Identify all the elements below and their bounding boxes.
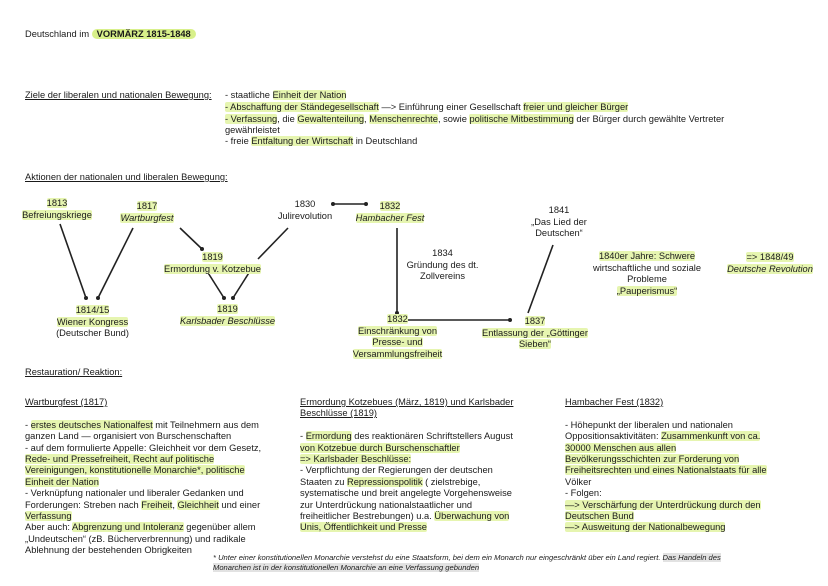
node-1840: 1840er Jahre: Schwere wirtschaftliche und soziale Probleme „Pauperismus“ [593,251,701,296]
column-wartburgfest: Wartburgfest (1817) - erstes deutsches Nationalfest mit Teilnehmern aus dem ganzen Land — organisiert von Burschenschaften - auf dem formulierte Appelle: Gleichheit vor dem Gesetz, Rede- und Pressefreiheit, Recht auf politische Vereinigungen, konstitutionelle Monarchie*, politische Einheit der Nation - Verknüpfung nationaler und liberaler Gedanken und Forderungen: Streben nach Freiheit, Gleichheit und einer Verfassung Aber auch: Abgrenzung und Intoleranz gegenüber allem „Undeutschen“ (zB. Bücherverbrennung) und radikale Ablehnung der bestehenden Obrigkeiten [25,397,262,556]
line-1817-1814 [98,228,133,298]
node-1832-einschraenkung: 1832 Einschränkung von Presse- und Versammlungsfreiheit [352,314,443,359]
dot-e [231,296,235,300]
node-1819-karlsbad: 1819 Karlsbader Beschlüsse [179,304,276,326]
footnote: * Unter einer konstitutionellen Monarchie verstehst du eine Staatsform, bei dem ein Monarch nur eingeschränkt über ein Land regiert. Das Handeln des Monarchen ist in der konstitutionellen Monarchie an eine Verfassung gebunden [213,553,721,572]
dot-a [84,296,88,300]
node-1819-kotzebue: 1819 Ermordung v. Kotzebue [164,252,261,274]
goals-heading: Ziele der liberalen und nationalen Bewegung: [25,90,212,100]
title-highlight: VORMÄRZ 1815-1848 [92,29,196,39]
page-title: Deutschland im VORMÄRZ 1815-1848 [25,29,196,41]
node-1848: => 1848/49 Deutsche Revolution [727,252,813,274]
goal-2: - Abschaffung der Ständegesellschaft —> Einführung einer Gesellschaft freier und gleicher Bürger [225,102,629,112]
goal-1: - staatliche Einheit der Nation [225,90,347,100]
line-1817-1819 [180,228,202,249]
node-1837: 1837 Entlassung der „Göttinger Sieben“ [482,316,588,350]
node-1814: 1814/15 Wiener Kongress (Deutscher Bund) [56,305,129,339]
node-1832: 1832 Hambacher Fest [355,201,425,223]
restoration-heading: Restauration/ Reaktion: [25,367,123,377]
column-kotzebue: Ermordung Kotzebues (März, 1819) und Karlsbader Beschlüsse (1819) - Ermordung des reaktionären Schriftstellers August von Kotzebue durch Burschenschaftler => Karlsbader Beschlüsse: - Verpflichtung der Regierungen der deutschen Staaten zu Repressionspolitik ( zielstrebige, systematische und breit angelegte Vorgehensweise zur Unterdrückung nationalstaatlicher und freiheitlicher Bestrebungen) u.a. Überwachung von Unis, Öffentlichkeit und Presse [300,397,514,533]
node-1834: 1834 Gründung des dt. Zollvereins [406,248,479,282]
node-1841: 1841 „Das Lied der Deutschen“ [531,205,587,239]
column-hambacher-fest: Hambacher Fest (1832) - Höhepunkt der liberalen und nationalen Oppositionsaktivitäten: Zusammenkunft von ca. 30000 Menschen aus allen Bevölkerungsschichten zur Forderung von Freiheitsrechten und eines Nationalstaats für alle Völker - Folgen: —> Verschärfung der Unterdrückung durch den Deutschen Bund —> Ausweitung der Nationalbewegung [565,397,767,533]
dot-b [96,296,100,300]
node-1817: 1817 Wartburgfest [120,201,174,223]
line-1813-1814 [60,224,86,298]
dot-c [200,247,204,251]
node-1813: 1813 Befreiungskriege [22,198,92,220]
goal-3-cont: gewährleistet [225,125,280,135]
line-1841-1837 [528,245,553,313]
node-1830: 1830 Julirevolution [277,199,333,221]
dot-d [222,296,226,300]
actions-heading: Aktionen der nationalen und liberalen Bewegung: [25,172,228,182]
goal-4: - freie Entfaltung der Wirtschaft in Deutschland [225,136,418,146]
goal-3: - Verfassung, die Gewaltenteilung, Menschenrechte, sowie politische Mitbestimmung der Bürger durch gewählte Vertreter [225,114,725,124]
